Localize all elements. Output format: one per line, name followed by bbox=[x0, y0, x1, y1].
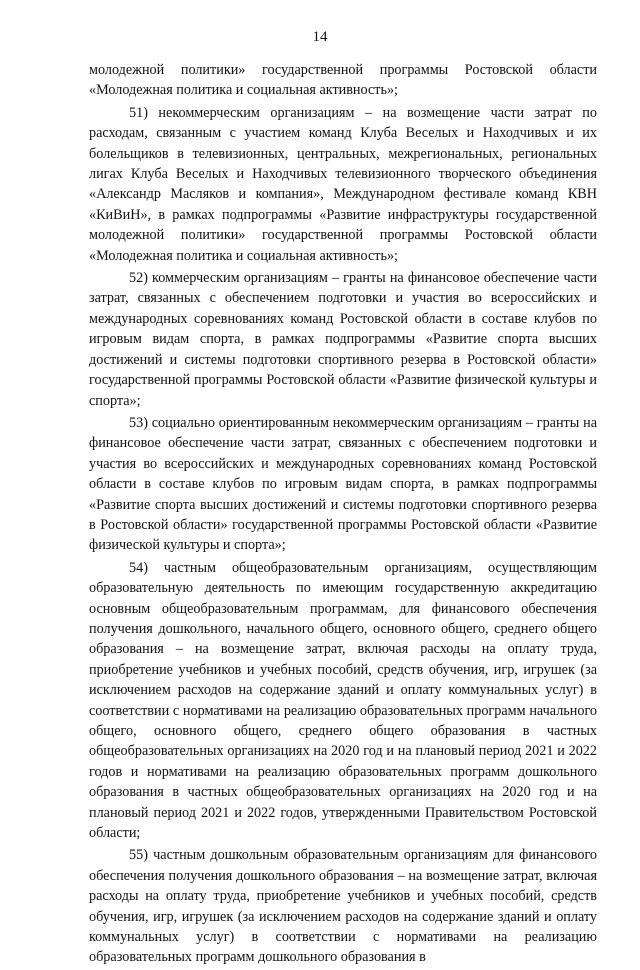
paragraph-53: 53) социально ориентированным некоммерческим организациям – гранты на финансовое обеспечение части затрат, связанных с обеспечением подготовки и участия во всероссийских и международных соревнованиях команд Ростовской области в составе клубов по игровым видам спорта, в рамках подпрограммы «Развитие спорта высших достижений и системы подготовки спортивного резерва в Ростовской области» государственной программы Ростовской области «Развитие физической культуры и спорта»; bbox=[89, 414, 597, 554]
paragraph-51: 51) некоммерческим организациям – на возмещение части затрат по расходам, связанным с участием команд Клуба Веселых и Находчивых и их болельщиков в телевизионных, центральных, межрегиональных, региональных лигах Клуба Веселых и Находчивых телевизионного творческого объединения «Александр Масляков и компания», Международном фестивале команд КВН «КиВиН», в рамках подпрограммы «Развитие инфраструктуры государственной молодежной политики» государственной программы Ростовской области «Молодежная политика и социальная активность»; bbox=[89, 104, 597, 264]
paragraph-continuation: молодежной политики» государственной программы Ростовской области «Молодежная политика и социальная активность»; bbox=[89, 62, 597, 99]
paragraph-52: 52) коммерческим организациям – гранты на финансовое обеспечение части затрат, связанных с обеспечением подготовки и участия во всероссийских и международных соревнованиях команд Ростовской области в составе клубов по игровым видам спорта, в рамках подпрограммы «Развитие спорта высших достижений и системы подготовки спортивного резерва в Ростовской области» государственной программы Ростовской области «Развитие физической культуры и спорта»; bbox=[89, 270, 597, 409]
document-body bbox=[89, 60, 597, 970]
paragraph-55: 55) частным дошкольным образовательным организациям для финансового обеспечения получения дошкольного образования – на возмещение затрат, включая расходы на оплату труда, приобретение учебников и учебных пособий, средств обучения, игр, игрушек (за исключением расходов на содержание зданий и оплату коммунальных услуг) в соответствии с нормативами на реализацию образовательных программ дошкольного образования в bbox=[89, 847, 597, 966]
page-number: 14 bbox=[312, 29, 328, 45]
paragraph-54: 54) частным общеобразовательным организациям, осуществляющим образовательную деятельность по имеющим государственную аккредитацию основным общеобразовательным программам, для финансового обеспечения получения дошкольного, начального общего, основного общего, среднего общего образования – на возмещение затрат, включая расходы на оплату труда, приобретение учебников и учебных пособий, средств обучения, игр, игрушек (за исключением расходов на содержание зданий и оплату коммунальных услуг) в соответствии с нормативами на реализацию образовательных программ начального общего, основного общего, среднего общего образования в частных общеобразовательных организациях на 2020 год и на плановый период 2021 и 2022 годов и нормативами на реализацию образовательных программ дошкольного образования в частных общеобразовательных организациях на 2020 год и на плановый период 2021 и 2022 годов, утвержденными Правительством Ростовской области; bbox=[89, 559, 597, 842]
